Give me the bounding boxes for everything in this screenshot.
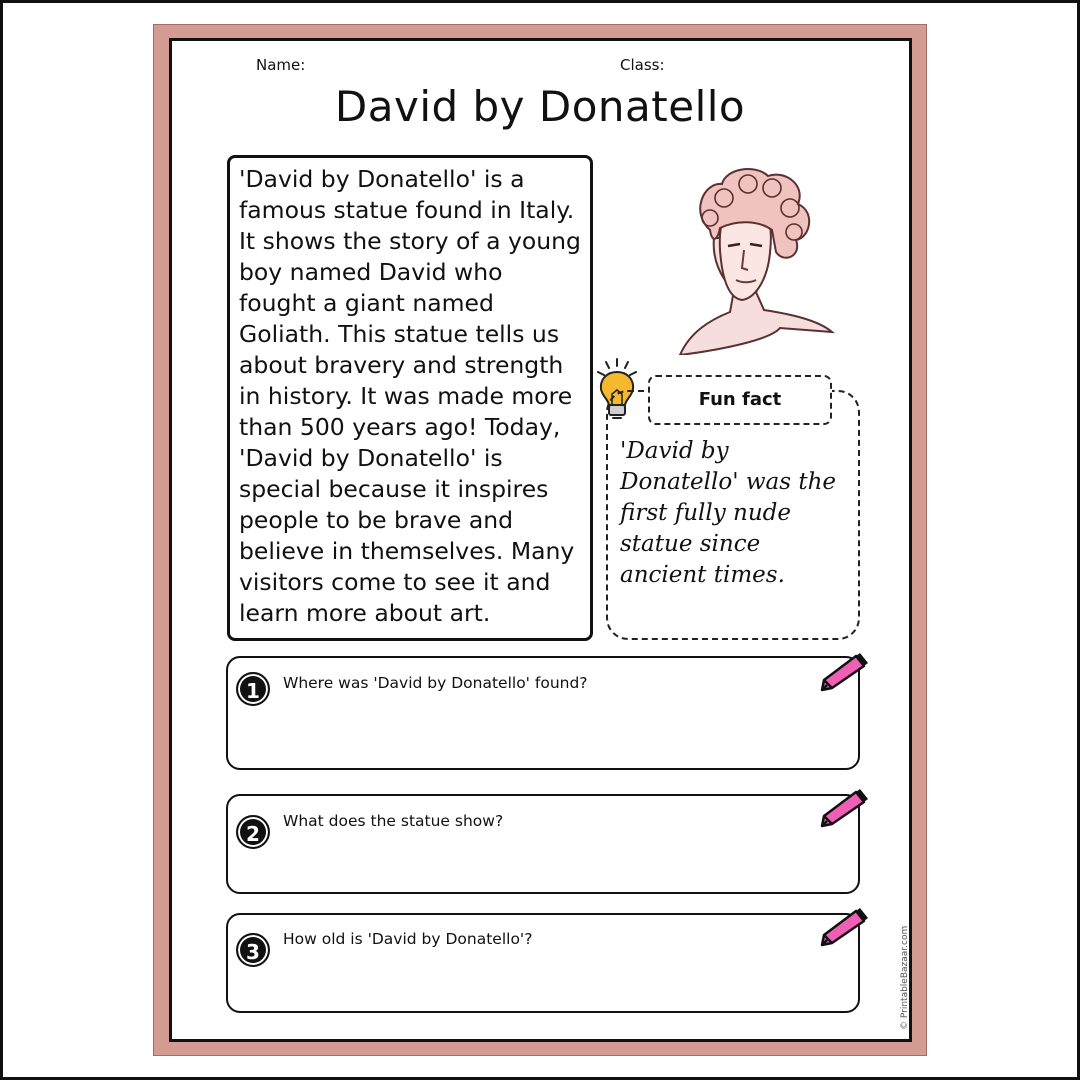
question-text-3: How old is 'David by Donatello'? [283,930,533,948]
copyright-text: © PrintableBazaar.com [900,925,910,1030]
question-number-1: 1 [236,672,270,706]
statue-illustration [660,160,840,355]
page-title: David by Donatello [334,82,746,131]
fun-fact-box [606,390,860,640]
pencil-icon [818,786,870,830]
question-number-2: 2 [236,815,270,849]
reading-passage-box [227,155,593,641]
fun-fact-label: Fun fact [648,375,832,425]
question-text-1: Where was 'David by Donatello' found? [283,674,588,692]
class-label: Class: [620,56,665,74]
fun-fact-text: 'David by Donatello' was the first fully nude statue since ancient times. [620,438,837,588]
question-number-3: 3 [236,933,270,967]
pencil-icon [818,905,870,949]
reading-passage: 'David by Donatello' is a famous statue found in Italy. It shows the story of a young boy named David who fought a giant named Goliath. This statue tells us about bravery and strength in history. It was made more than 500 years ago! Today, 'David by Donatello' is special because it inspires people to be brave and believe in themselves. Many visitors come to see it and learn more about art. [239,165,581,627]
answer-box-3[interactable] [226,913,860,1013]
answer-box-2[interactable] [226,794,860,894]
question-text-2: What does the statue show? [283,812,504,830]
name-label: Name: [256,56,306,74]
pencil-icon [818,650,870,694]
